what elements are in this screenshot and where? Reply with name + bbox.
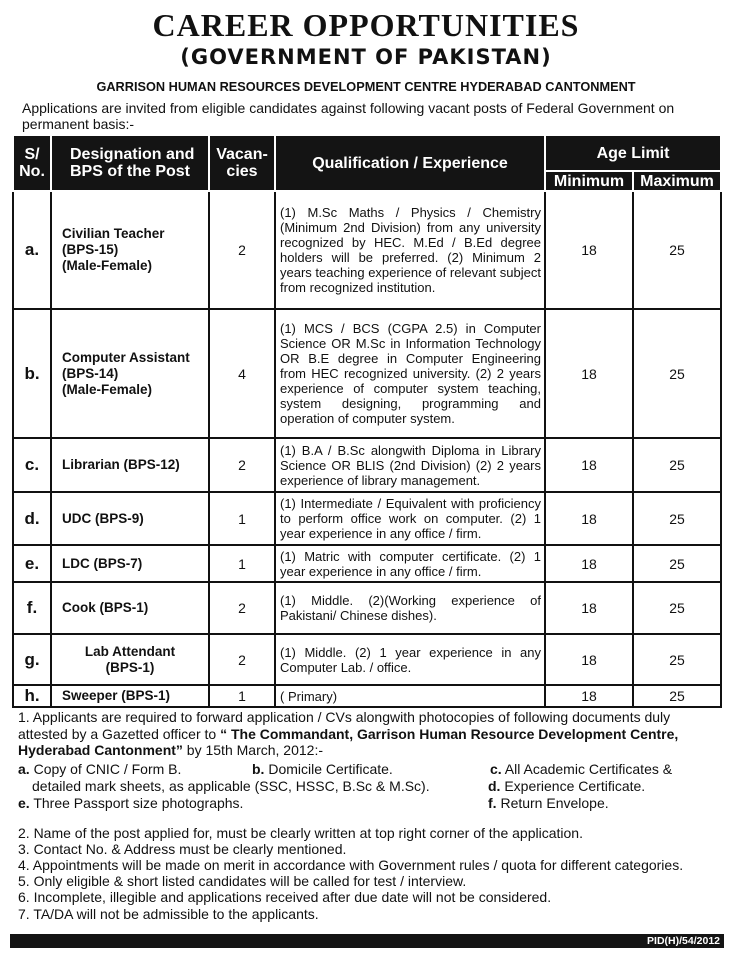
row-sno: c.	[13, 438, 51, 492]
table-row	[13, 685, 721, 707]
row-max-age: 25	[633, 685, 721, 707]
list-item: 3. Contact No. & Address must be clearly mentioned.	[18, 840, 347, 857]
row-qualification: (1) Intermediate / Equivalent with proficiency to perform office work on computer. (2) 1 year experience in any office / firm.	[275, 492, 545, 545]
row-max-age: 25	[633, 582, 721, 634]
table-row	[13, 191, 721, 309]
row-min-age: 18	[545, 309, 633, 438]
row-max-age: 25	[633, 545, 721, 582]
row-max-age: 25	[633, 438, 721, 492]
pid-number: PID(H)/54/2012	[647, 935, 720, 947]
row-vacancies: 1	[209, 545, 275, 582]
list-item: 6. Incomplete, illegible and applications received after due date will not be considered.	[18, 889, 552, 906]
row-vacancies: 4	[209, 309, 275, 438]
intro-text: Applications are invited from eligible candidates against following vacant posts of Federal Government on permanent basis:-	[22, 100, 675, 132]
row-sno: f.	[13, 582, 51, 634]
attachment-c: c. All Academic Certificates &	[490, 760, 673, 777]
table-row	[13, 438, 721, 492]
row-max-age: 25	[633, 634, 721, 685]
row-sno: b.	[13, 309, 51, 438]
vacancies-table	[12, 134, 722, 708]
row-min-age: 18	[545, 191, 633, 309]
header-maximum: Maximum	[633, 171, 721, 191]
attachment-e: e. Three Passport size photographs.	[18, 794, 244, 811]
row-min-age: 18	[545, 545, 633, 582]
commandant-address: “ The Commandant, Garrison Human Resource Development Centre, Hyderabad Cantonment”	[18, 725, 679, 758]
row-designation: Librarian (BPS-12)	[51, 438, 209, 492]
row-vacancies: 1	[209, 492, 275, 545]
list-item: 5. Only eligible & short listed candidates will be called for test / interview.	[18, 873, 467, 890]
page-title: CAREER OPPORTUNITIES	[152, 7, 580, 43]
row-vacancies: 2	[209, 582, 275, 634]
row-designation: Cook (BPS-1)	[51, 582, 209, 634]
application-notes	[18, 709, 722, 922]
row-qualification: (1) MCS / BCS (CGPA 2.5) in Computer Science OR M.Sc in Information Technology OR B.E degree in Computer Engineering from HEC recognized university. (2) 2 years experience of computer system teaching, system designing, programming and operation of computer system.	[275, 309, 545, 438]
header-designation: Designation and BPS of the Post	[51, 135, 209, 191]
attachment-b: b. Domicile Certificate.	[252, 760, 393, 777]
row-vacancies: 1	[209, 685, 275, 707]
row-min-age: 18	[545, 582, 633, 634]
header-sno: S/ No.	[13, 135, 51, 191]
row-max-age: 25	[633, 191, 721, 309]
organization-name: GARRISON HUMAN RESOURCES DEVELOPMENT CENTRE HYDERABAD CANTONMENT	[96, 79, 636, 94]
row-designation: UDC (BPS-9)	[51, 492, 209, 545]
table-row	[13, 309, 721, 438]
table-row	[13, 545, 721, 582]
table-row	[13, 582, 721, 634]
header-age-limit: Age Limit	[545, 135, 721, 171]
row-sno: h.	[13, 685, 51, 707]
row-designation: Sweeper (BPS-1)	[51, 685, 209, 707]
row-designation: Lab Attendant (BPS-1)	[51, 634, 209, 685]
row-qualification: (1) Matric with computer certificate. (2) 1 year experience in any office / firm.	[275, 545, 545, 582]
advertisement	[8, 6, 724, 952]
row-qualification: (1) M.Sc Maths / Physics / Chemistry (Minimum 2nd Division) from any university recognized by HEC. M.Ed / B.Ed degree holders will be preferred. (2) Minimum 2 years teaching experience of relevant subject from recognized institution.	[275, 191, 545, 309]
row-designation: Computer Assistant (BPS-14) (Male-Female)	[51, 309, 209, 438]
table-row	[13, 634, 721, 685]
row-vacancies: 2	[209, 191, 275, 309]
row-min-age: 18	[545, 492, 633, 545]
table-row	[13, 492, 721, 545]
instructions-list	[18, 825, 722, 922]
row-vacancies: 2	[209, 634, 275, 685]
row-vacancies: 2	[209, 438, 275, 492]
row-min-age: 18	[545, 685, 633, 707]
page-subtitle: (GOVERNMENT OF PAKISTAN)	[180, 45, 552, 69]
list-item: 4. Appointments will be made on merit in accordance with Government rules / quota for different categories.	[18, 856, 684, 873]
attachment-d: d. Experience Certificate.	[488, 777, 646, 794]
row-min-age: 18	[545, 438, 633, 492]
header-minimum: Minimum	[545, 171, 633, 191]
row-sno: e.	[13, 545, 51, 582]
row-qualification: (1) Middle. (2) 1 year experience in any Computer Lab. / office.	[275, 634, 545, 685]
row-max-age: 25	[633, 309, 721, 438]
note-1: 1. Applicants are required to forward application / CVs alongwith photocopies of following documents duly attested by a Gazetted officer to “ The Commandant, Garrison Human Resource Development Centre, Hyderabad Cantonment” by 15th March, 2012:-	[18, 709, 679, 758]
footer-bar	[10, 934, 724, 948]
row-min-age: 18	[545, 634, 633, 685]
row-sno: g.	[13, 634, 51, 685]
attachments-list	[18, 761, 722, 811]
header-qualification: Qualification / Experience	[275, 135, 545, 191]
row-designation: LDC (BPS-7)	[51, 545, 209, 582]
attachment-c-continued: detailed mark sheets, as applicable (SSC, HSSC, B.Sc & M.Sc).	[32, 777, 430, 794]
list-item: 2. Name of the post applied for, must be clearly written at top right corner of the application.	[18, 824, 583, 841]
row-qualification: (1) Middle. (2)(Working experience of Pakistani/ Chinese dishes).	[275, 582, 545, 634]
row-max-age: 25	[633, 492, 721, 545]
row-designation: Civilian Teacher (BPS-15) (Male-Female)	[51, 191, 209, 309]
attachment-f: f. Return Envelope.	[488, 794, 609, 811]
list-item: 7. TA/DA will not be admissible to the applicants.	[18, 905, 319, 922]
header-vacancies: Vacan- cies	[209, 135, 275, 191]
row-qualification: ( Primary)	[275, 685, 545, 707]
row-sno: a.	[13, 191, 51, 309]
row-sno: d.	[13, 492, 51, 545]
attachment-a: a. Copy of CNIC / Form B.	[18, 760, 182, 777]
row-qualification: (1) B.A / B.Sc alongwith Diploma in Library Science OR BLIS (2nd Division) (2) 2 years experience of library management.	[275, 438, 545, 492]
